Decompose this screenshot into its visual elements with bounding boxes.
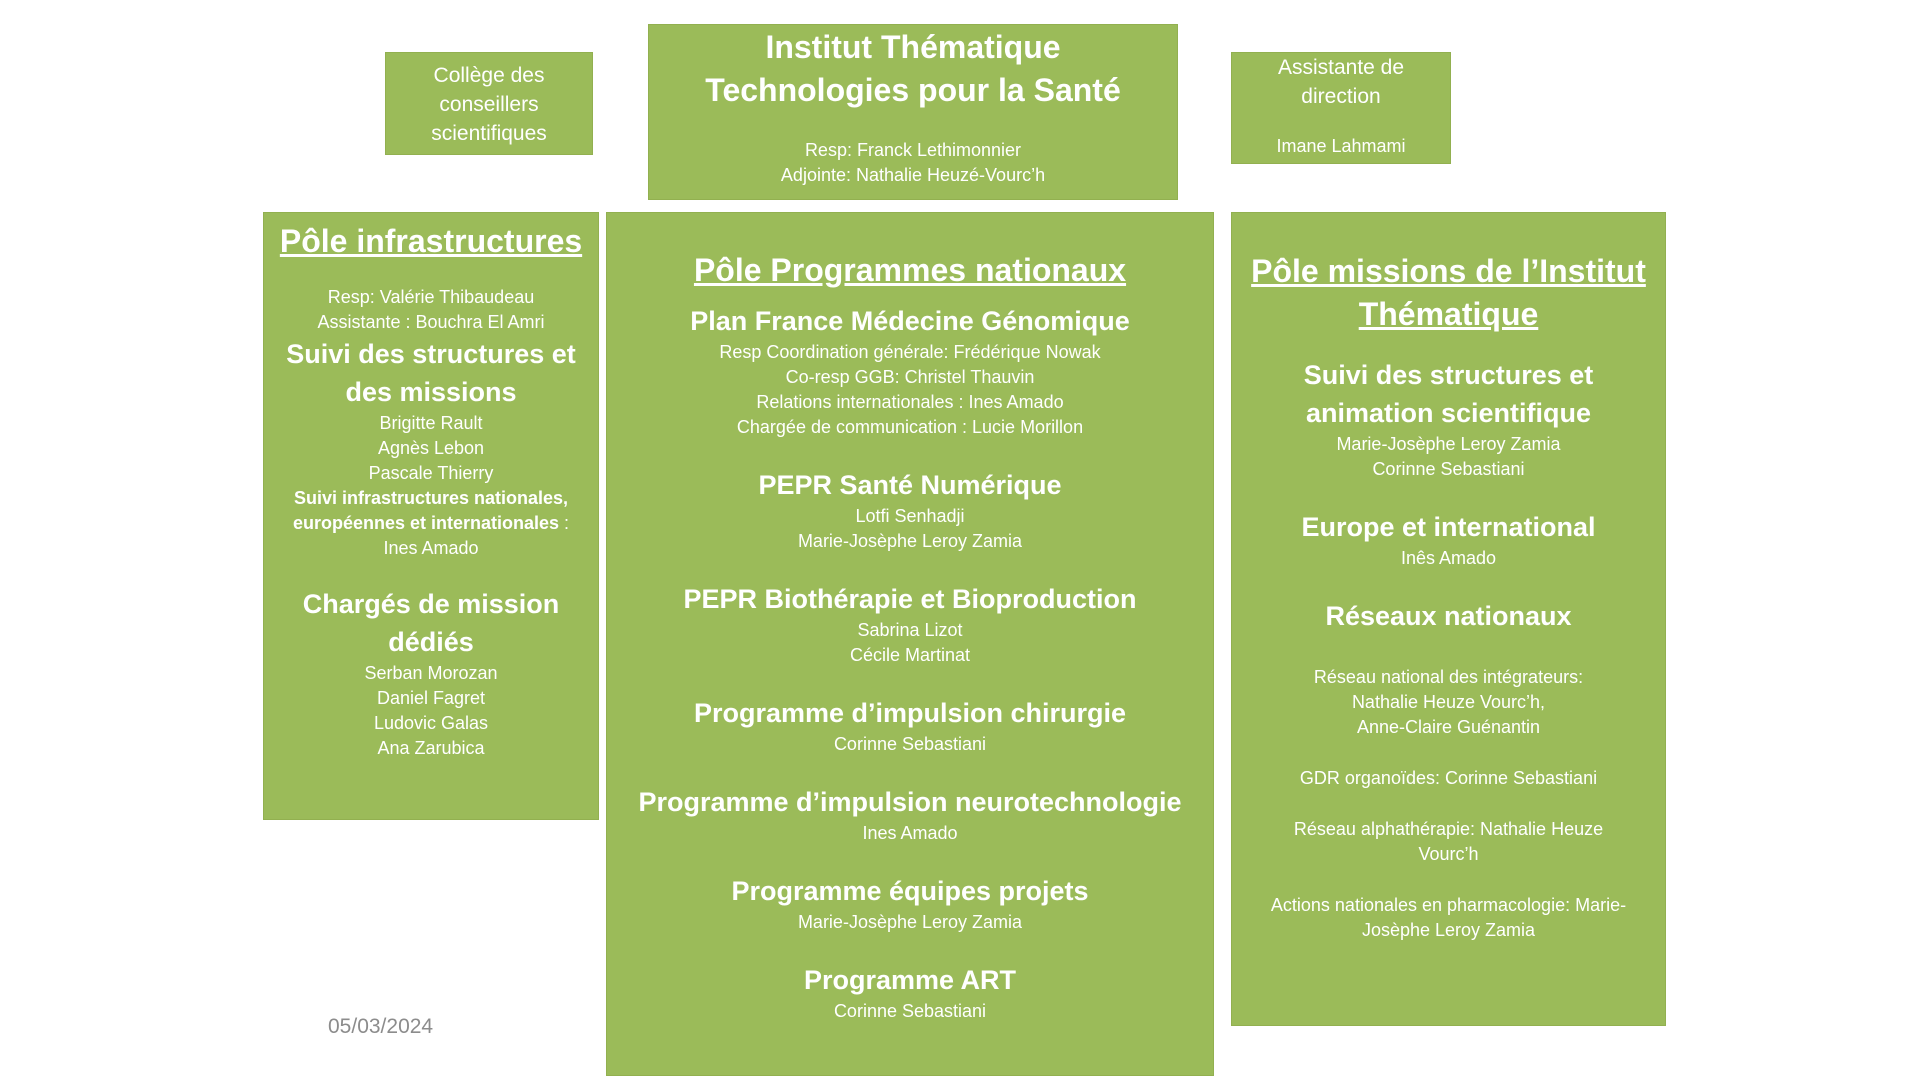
institute-adjointe: Adjointe: Nathalie Heuzé-Vourc’h: [780, 165, 1046, 185]
college-line: Collège des: [433, 64, 545, 87]
suivi-infra-label-2: [263, 511, 599, 536]
reseau-alphatherapie: Vourc’h: [1418, 844, 1479, 864]
suivi-person: Agnès Lebon: [377, 438, 485, 458]
programme-line: Chargée de communication : Lucie Morillon: [736, 417, 1084, 437]
programme-line: Corinne Sebastiani: [833, 1001, 987, 1021]
programme-line: Cécile Martinat: [849, 645, 971, 665]
reseau-integrateurs: Nathalie Heuze Vourc’h,: [1351, 692, 1546, 712]
pole-missions-box: [1231, 212, 1666, 1026]
assistante-line: direction: [1301, 85, 1381, 108]
programme-line: Ines Amado: [862, 823, 958, 843]
institute-box: [648, 24, 1178, 200]
suivi-infra-person: Ines Amado: [383, 538, 479, 558]
programme-title: PEPR Santé Numérique: [758, 470, 1062, 500]
pole-programmes-box: [606, 212, 1214, 1076]
assistante-name: Imane Lahmami: [1276, 136, 1406, 156]
pole-missions-title: Thématique: [1358, 296, 1539, 332]
reseau-integrateurs: Réseau national des intégrateurs:: [1313, 667, 1584, 687]
college-line: scientifiques: [431, 122, 547, 145]
programme-title: Plan France Médecine Génomique: [690, 306, 1130, 336]
actions-pharmacologie: Actions nationales en pharmacologie: Marie-: [1270, 895, 1627, 915]
pole-infra-resp: Resp: Valérie Thibaudeau: [327, 287, 535, 307]
gdr-organoides: GDR organoïdes: Corinne Sebastiani: [1299, 768, 1598, 788]
programme-line: Co-resp GGB: Christel Thauvin: [785, 367, 1035, 387]
reseau-integrateurs: Anne-Claire Guénantin: [1356, 717, 1541, 737]
assistante-line: Assistante de: [1277, 56, 1405, 79]
charges-person: Ana Zarubica: [377, 738, 485, 758]
assistante-direction-box: [1231, 52, 1451, 164]
institute-title: Institut Thématique: [765, 29, 1061, 65]
programme-line: Marie-Josèphe Leroy Zamia: [797, 912, 1023, 932]
programme-line: Corinne Sebastiani: [833, 734, 987, 754]
pole-missions-title: Pôle missions de l’Institut: [1251, 253, 1646, 289]
pole-infra-assistante: Assistante : Bouchra El Amri: [317, 312, 545, 332]
charges-person: Ludovic Galas: [373, 713, 489, 733]
programme-title: Programme équipes projets: [731, 876, 1089, 906]
pole-prog-title: Pôle Programmes nationaux: [693, 252, 1127, 288]
college-line: conseillers: [439, 93, 539, 116]
programme-line: Relations internationales : Ines Amado: [756, 392, 1064, 412]
suivi-structures-title: des missions: [345, 377, 517, 407]
programme-line: Lotfi Senhadji: [855, 506, 965, 526]
charges-mission-title: Chargés de mission: [302, 589, 560, 619]
suivi-animation-person: Marie-Josèphe Leroy Zamia: [1336, 434, 1561, 454]
suivi-person: Brigitte Rault: [379, 413, 483, 433]
programme-title: PEPR Biothérapie et Bioproduction: [683, 584, 1137, 614]
europe-person: Inês Amado: [1400, 548, 1497, 568]
programme-title: Programme d’impulsion chirurgie: [693, 698, 1127, 728]
reseau-alphatherapie: Réseau alphathérapie: Nathalie Heuze: [1293, 819, 1604, 839]
reseaux-title: Réseaux nationaux: [1325, 601, 1572, 631]
suivi-structures-title: Suivi des structures et: [286, 339, 576, 369]
suivi-animation-title: animation scientifique: [1305, 398, 1592, 428]
institute-title: Technologies pour la Santé: [705, 72, 1121, 108]
suivi-animation-title: Suivi des structures et: [1303, 360, 1594, 390]
charges-mission-title: dédiés: [388, 627, 474, 657]
europe-title: Europe et international: [1301, 512, 1596, 542]
programme-line: Sabrina Lizot: [857, 620, 963, 640]
actions-pharmacologie: Josèphe Leroy Zamia: [1361, 920, 1536, 940]
programme-line: Resp Coordination générale: Frédérique Nowak: [719, 342, 1101, 362]
suivi-infra-label: Suivi infrastructures nationales,: [293, 488, 569, 508]
charges-person: Serban Morozan: [364, 663, 498, 683]
slide-date: 05/03/2024: [328, 1015, 434, 1038]
suivi-animation-person: Corinne Sebastiani: [1372, 459, 1525, 479]
college-conseillers-box: [385, 52, 593, 155]
charges-person: Daniel Fagret: [376, 688, 486, 708]
suivi-infra-colon: :: [559, 513, 570, 533]
pole-infrastructures-box: [263, 212, 599, 820]
programme-title: Programme d’impulsion neurotechnologie: [638, 787, 1182, 817]
institute-resp: Resp: Franck Lethimonnier: [804, 140, 1022, 160]
programme-title: Programme ART: [803, 965, 1017, 995]
programme-line: Marie-Josèphe Leroy Zamia: [797, 531, 1023, 551]
pole-infra-title: Pôle infrastructures: [279, 223, 583, 259]
suivi-person: Pascale Thierry: [368, 463, 494, 483]
suivi-infra-label-bold: européennes et internationales: [292, 513, 560, 533]
